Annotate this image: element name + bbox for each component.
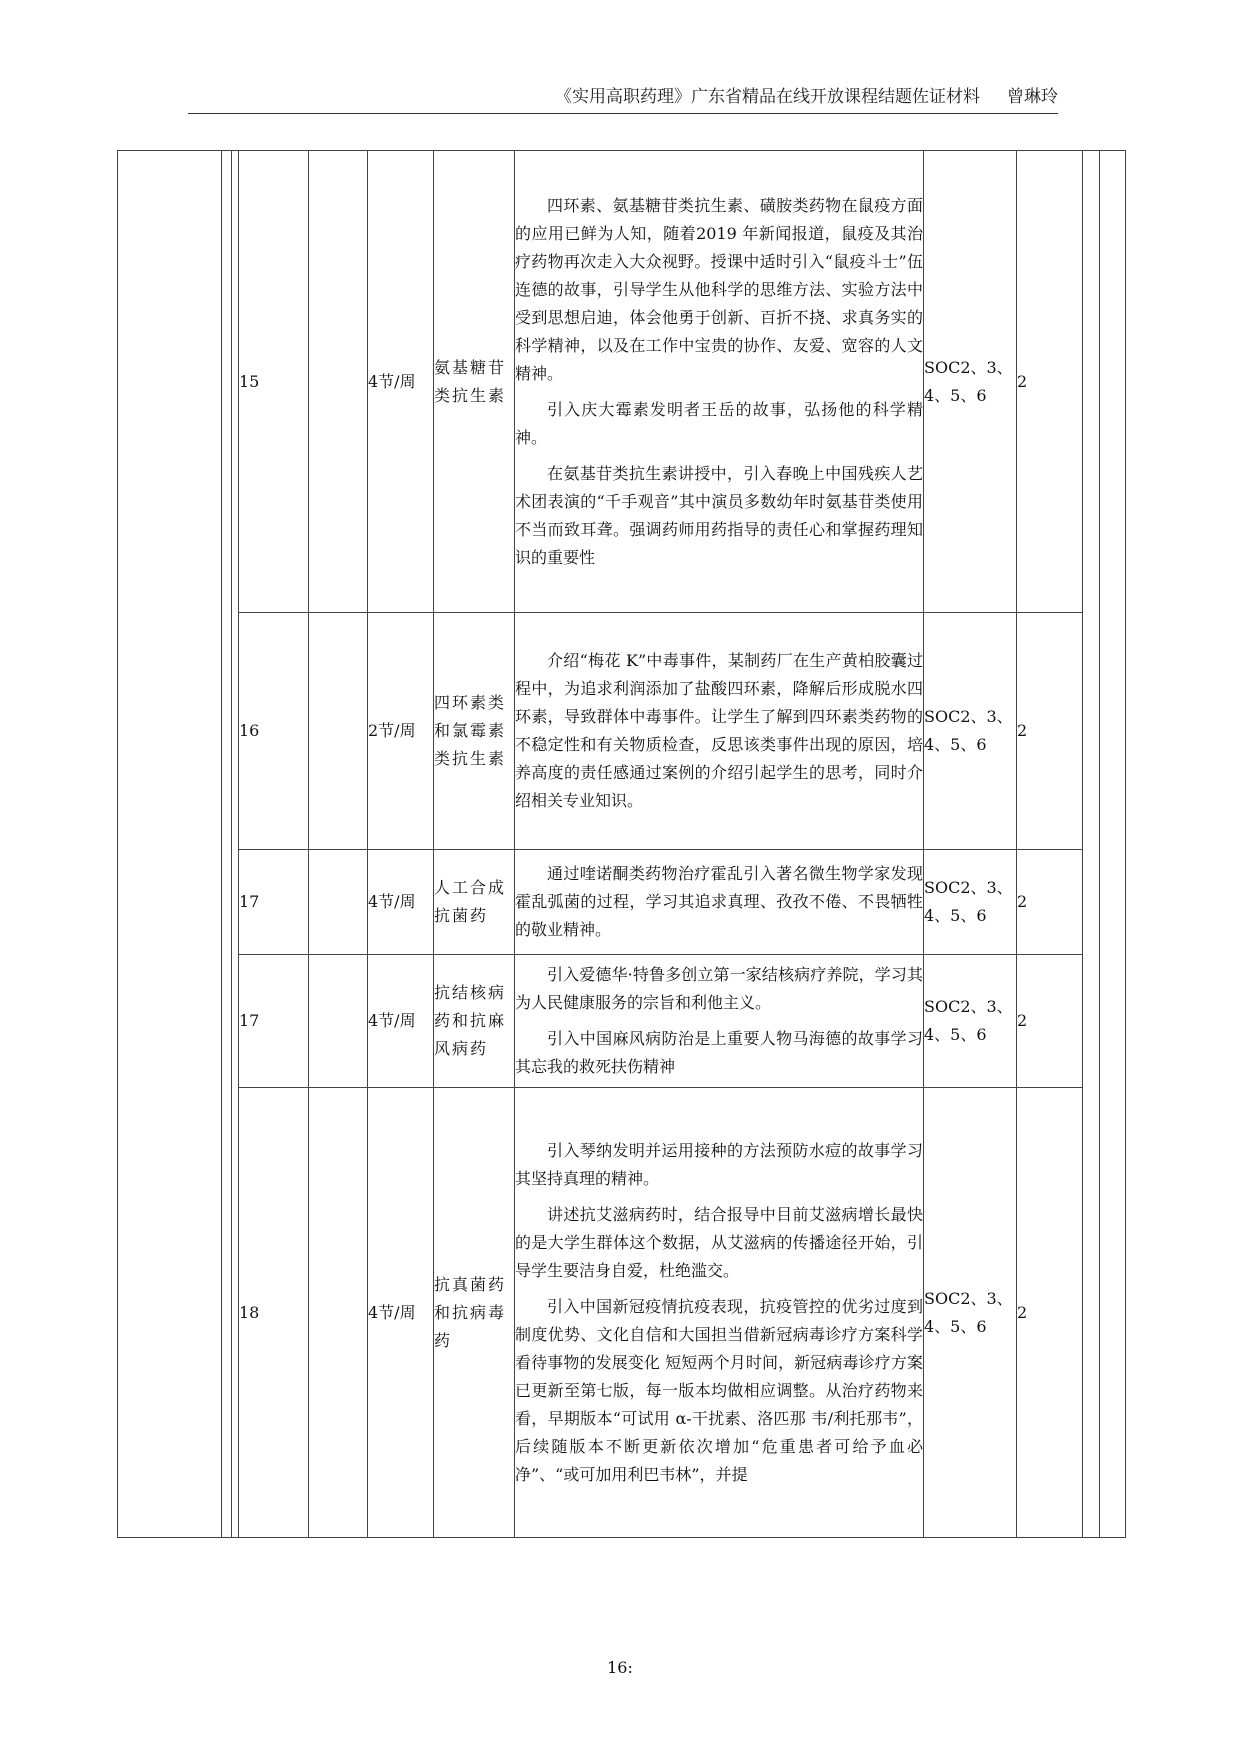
week-number-cell: 17	[239, 850, 309, 955]
empty-cell	[309, 151, 368, 613]
week-number-cell: 17	[239, 955, 309, 1088]
content-cell	[515, 613, 924, 850]
table-row	[118, 151, 1126, 613]
content-paragraph: 引入爱德华·特鲁多创立第一家结核病疗养院，学习其为人民健康服务的宗旨和利他主义。	[515, 965, 923, 1012]
objectives-cell: SOC2、3、4、5、6	[924, 955, 1017, 1088]
objectives-cell: SOC2、3、4、5、6	[924, 151, 1017, 613]
header-title: 《实用高职药理》广东省精品在线开放课程结题佐证材料	[554, 87, 980, 107]
outer-narrow-cell	[222, 151, 232, 1538]
objectives-cell: SOC2、3、4、5、6	[924, 850, 1017, 955]
header-divider	[188, 113, 1058, 114]
hours-cell: 2	[1017, 613, 1083, 850]
hours-cell: 2	[1017, 955, 1083, 1088]
frequency-cell: 4节/周	[368, 151, 434, 613]
content-paragraph: 在氨基苷类抗生素讲授中，引入春晚上中国残疾人艺术团表演的“千手观音”其中演员多数幼年时氨基苷类使用不当而致耳聋。强调药师用药指导的责任心和掌握药理知识的重要性	[515, 463, 923, 567]
content-paragraph: 引入庆大霉素发明者王岳的故事，弘扬他的科学精神。	[515, 399, 923, 447]
content-paragraph: 介绍“梅花 K”中毒事件，某制药厂在生产黄柏胶囊过程中，为追求利润添加了盐酸四环素，降解后形成脱水四环素，导致群体中毒事件。让学生了解到四环素类药物的不稳定性和有关物质检查，反思该类事件出现的原因，培养高度的责任感通过案例的介绍引起学生的思考，同时介绍相关专业知识。	[515, 651, 923, 810]
table-row	[118, 850, 1126, 955]
frequency-cell: 2节/周	[368, 613, 434, 850]
table-row	[118, 1088, 1126, 1538]
hours-cell: 2	[1017, 151, 1083, 613]
topic-cell: 氨基糖苷类抗生素	[434, 151, 515, 613]
outer-column-cell	[118, 151, 222, 1538]
empty-cell	[309, 850, 368, 955]
week-number-cell: 16	[239, 613, 309, 850]
frequency-cell: 4节/周	[368, 850, 434, 955]
topic-cell: 抗结核病药和抗麻风病药	[434, 955, 515, 1088]
content-paragraph: 引入中国麻风病防治是上重要人物马海德的故事学习其忘我的救死扶伤精神	[515, 1029, 923, 1076]
topic-cell: 四环素类和氯霉素类抗生素	[434, 613, 515, 850]
table-row	[118, 613, 1126, 850]
course-content-table	[117, 150, 1126, 1538]
table-row	[118, 955, 1126, 1088]
week-number-cell: 15	[239, 151, 309, 613]
content-paragraph: 讲述抗艾滋病药时，结合报导中目前艾滋病增长最快的是大学生群体这个数据，从艾滋病的传播途径开始，引导学生要洁身自爱，杜绝滥交。	[515, 1204, 923, 1280]
hours-cell: 2	[1017, 1088, 1083, 1538]
content-paragraph: 引入琴纳发明并运用接种的方法预防水痘的故事学习其坚持真理的精神。	[515, 1140, 923, 1188]
content-cell	[515, 151, 924, 613]
topic-cell: 人工合成抗菌药	[434, 850, 515, 955]
empty-cell	[309, 613, 368, 850]
objectives-cell: SOC2、3、4、5、6	[924, 1088, 1017, 1538]
hours-cell: 2	[1017, 850, 1083, 955]
outer-narrow-cell	[1100, 151, 1126, 1538]
content-cell	[515, 850, 924, 955]
frequency-cell: 4节/周	[368, 955, 434, 1088]
header-author: 曾琳玲	[1007, 87, 1058, 107]
topic-cell: 抗真菌药和抗病毒药	[434, 1088, 515, 1538]
week-number-cell: 18	[239, 1088, 309, 1538]
frequency-cell: 4节/周	[368, 1088, 434, 1538]
table-body	[118, 151, 1126, 1538]
outer-narrow-cell	[232, 151, 239, 1538]
content-cell	[515, 1088, 924, 1538]
page-header	[188, 82, 1058, 112]
content-paragraph: 四环素、氨基糖苷类抗生素、磺胺类药物在鼠疫方面的应用已鲜为人知，随着2019 年新闻报道，鼠疫及其治疗药物再次走入大众视野。授课中适时引入“鼠疫斗士”伍连德的故事，引导学生从他科学的思维方法、实验方法中受到思想启迪，体会他勇于创新、百折不挠、求真务实的科学精神，以及在工作中宝贵的协作、友爱、宽容的人文精神。	[515, 195, 923, 383]
content-cell	[515, 955, 924, 1088]
content-paragraph: 通过喹诺酮类药物治疗霍乱引入著名微生物学家发现霍乱弧菌的过程，学习其追求真理、孜孜不倦、不畏牺牲的敬业精神。	[515, 864, 923, 939]
empty-cell	[309, 955, 368, 1088]
empty-cell	[309, 1088, 368, 1538]
content-paragraph: 引入中国新冠疫情抗疫表现，抗疫管控的优劣过度到制度优势、文化自信和大国担当借新冠病毒诊疗方案科学看待事物的发展变化 短短两个月时间，新冠病毒诊疗方案已更新至第七版，每一版本均做相应调整。从治疗药物来看，早期版本“可试用 α-干扰素、洛匹那 韦/利托那韦”，后续随版本不断更新依次增加“危重患者可给予血必净”、“或可加用利巴韦林”，并提	[515, 1296, 923, 1484]
objectives-cell: SOC2、3、4、5、6	[924, 613, 1017, 850]
outer-narrow-cell	[1083, 151, 1100, 1538]
page-number: 16:	[607, 1658, 633, 1677]
